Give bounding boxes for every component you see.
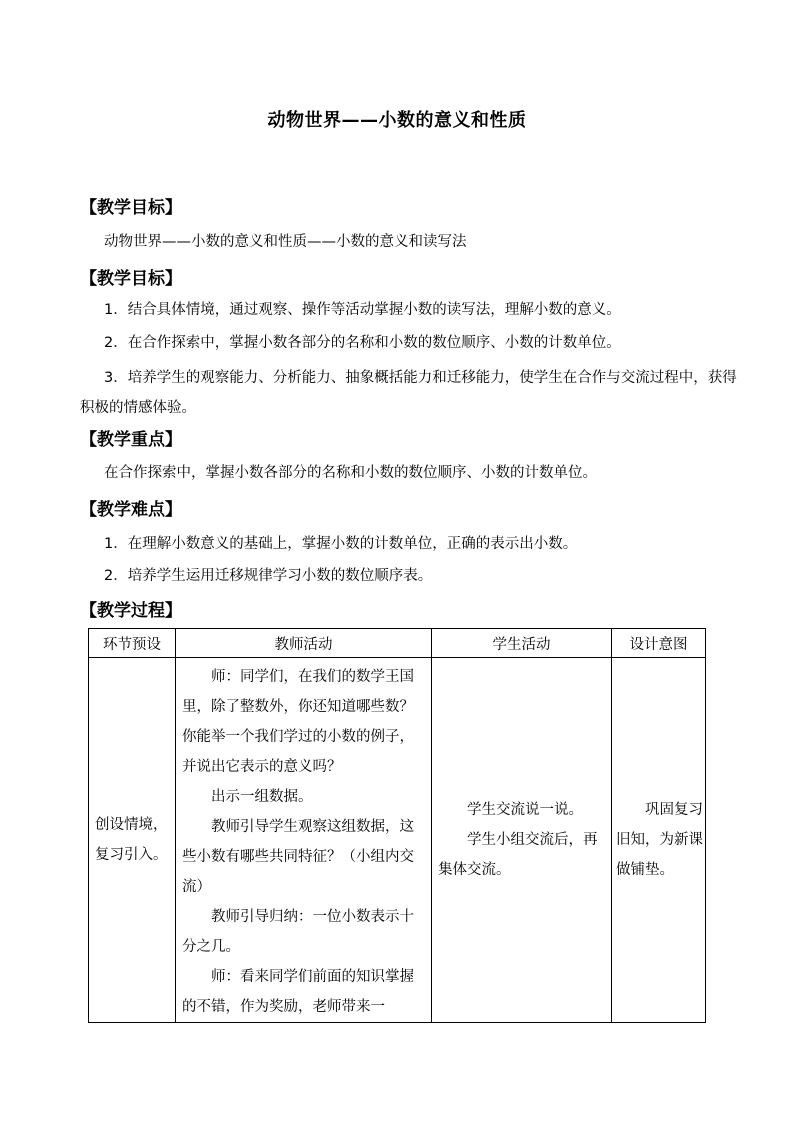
teacher-para-4: 教师引导归纳：一位小数表示十分之几。	[182, 909, 414, 955]
table-header-row	[89, 629, 706, 658]
section-heading-difficulty: 【教学难点】	[80, 500, 182, 520]
goal-item-3: 3．培养学生的观察能力、分析能力、抽象概括能力和迁移能力，使学生在合作与交流过程中，获得积极的情感体验。	[80, 370, 737, 416]
table-header-student: 学生活动	[432, 629, 612, 658]
table-header-intent: 设计意图	[612, 629, 706, 658]
difficulty-item-1: 1．在理解小数意义的基础上，掌握小数的计数单位，正确的表示出小数。	[104, 536, 578, 552]
key-text: 在合作探索中，掌握小数各部分的名称和小数的数位顺序、小数的计数单位。	[104, 465, 597, 481]
section-heading-goals-1: 【教学目标】	[80, 198, 182, 218]
goal-item-1: 1．结合具体情境，通过观察、操作等活动掌握小数的读写法，理解小数的意义。	[104, 302, 621, 318]
cell-stage: 创设情境，复习引入。	[89, 658, 176, 1023]
teacher-para-5: 师：看来同学们前面的知识掌握的不错，作为奖励，老师带来一	[182, 969, 414, 1015]
goal-text-1: 动物世界——小数的意义和性质——小数的意义和读写法	[104, 234, 467, 250]
section-heading-goals-2: 【教学目标】	[80, 269, 182, 289]
teacher-para-2: 出示一组数据。	[211, 789, 313, 805]
table-header-stage: 环节预设	[89, 629, 176, 658]
document-title: 动物世界——小数的意义和性质	[267, 110, 527, 131]
cell-student-activity	[432, 658, 612, 1023]
intent-text: 巩固复习旧知，为新课做铺垫。	[616, 802, 703, 878]
difficulty-item-2: 2．培养学生运用迁移规律学习小数的数位顺序表。	[104, 568, 433, 584]
student-para-1: 学生交流说一说。	[467, 802, 583, 818]
cell-teacher-activity	[176, 658, 432, 1023]
teacher-para-1: 师：同学们，在我们的数学王国里，除了整数外，你还知道哪些数？你能举一个我们学过的小数的例子，并说出它表示的意义吗？	[182, 669, 414, 775]
section-heading-process: 【教学过程】	[80, 601, 182, 621]
section-heading-key: 【教学重点】	[80, 430, 182, 450]
process-table	[88, 628, 706, 1023]
table-row	[89, 658, 706, 1023]
goal-item-2: 2．在合作探索中，掌握小数各部分的名称和小数的数位顺序、小数的计数单位。	[104, 335, 621, 351]
student-para-2: 学生小组交流后，再集体交流。	[438, 832, 598, 878]
table-header-teacher: 教师活动	[176, 629, 432, 658]
teacher-para-3: 教师引导学生观察这组数据，这些小数有哪些共同特征？（小组内交流）	[182, 819, 414, 895]
cell-design-intent	[612, 658, 706, 1023]
